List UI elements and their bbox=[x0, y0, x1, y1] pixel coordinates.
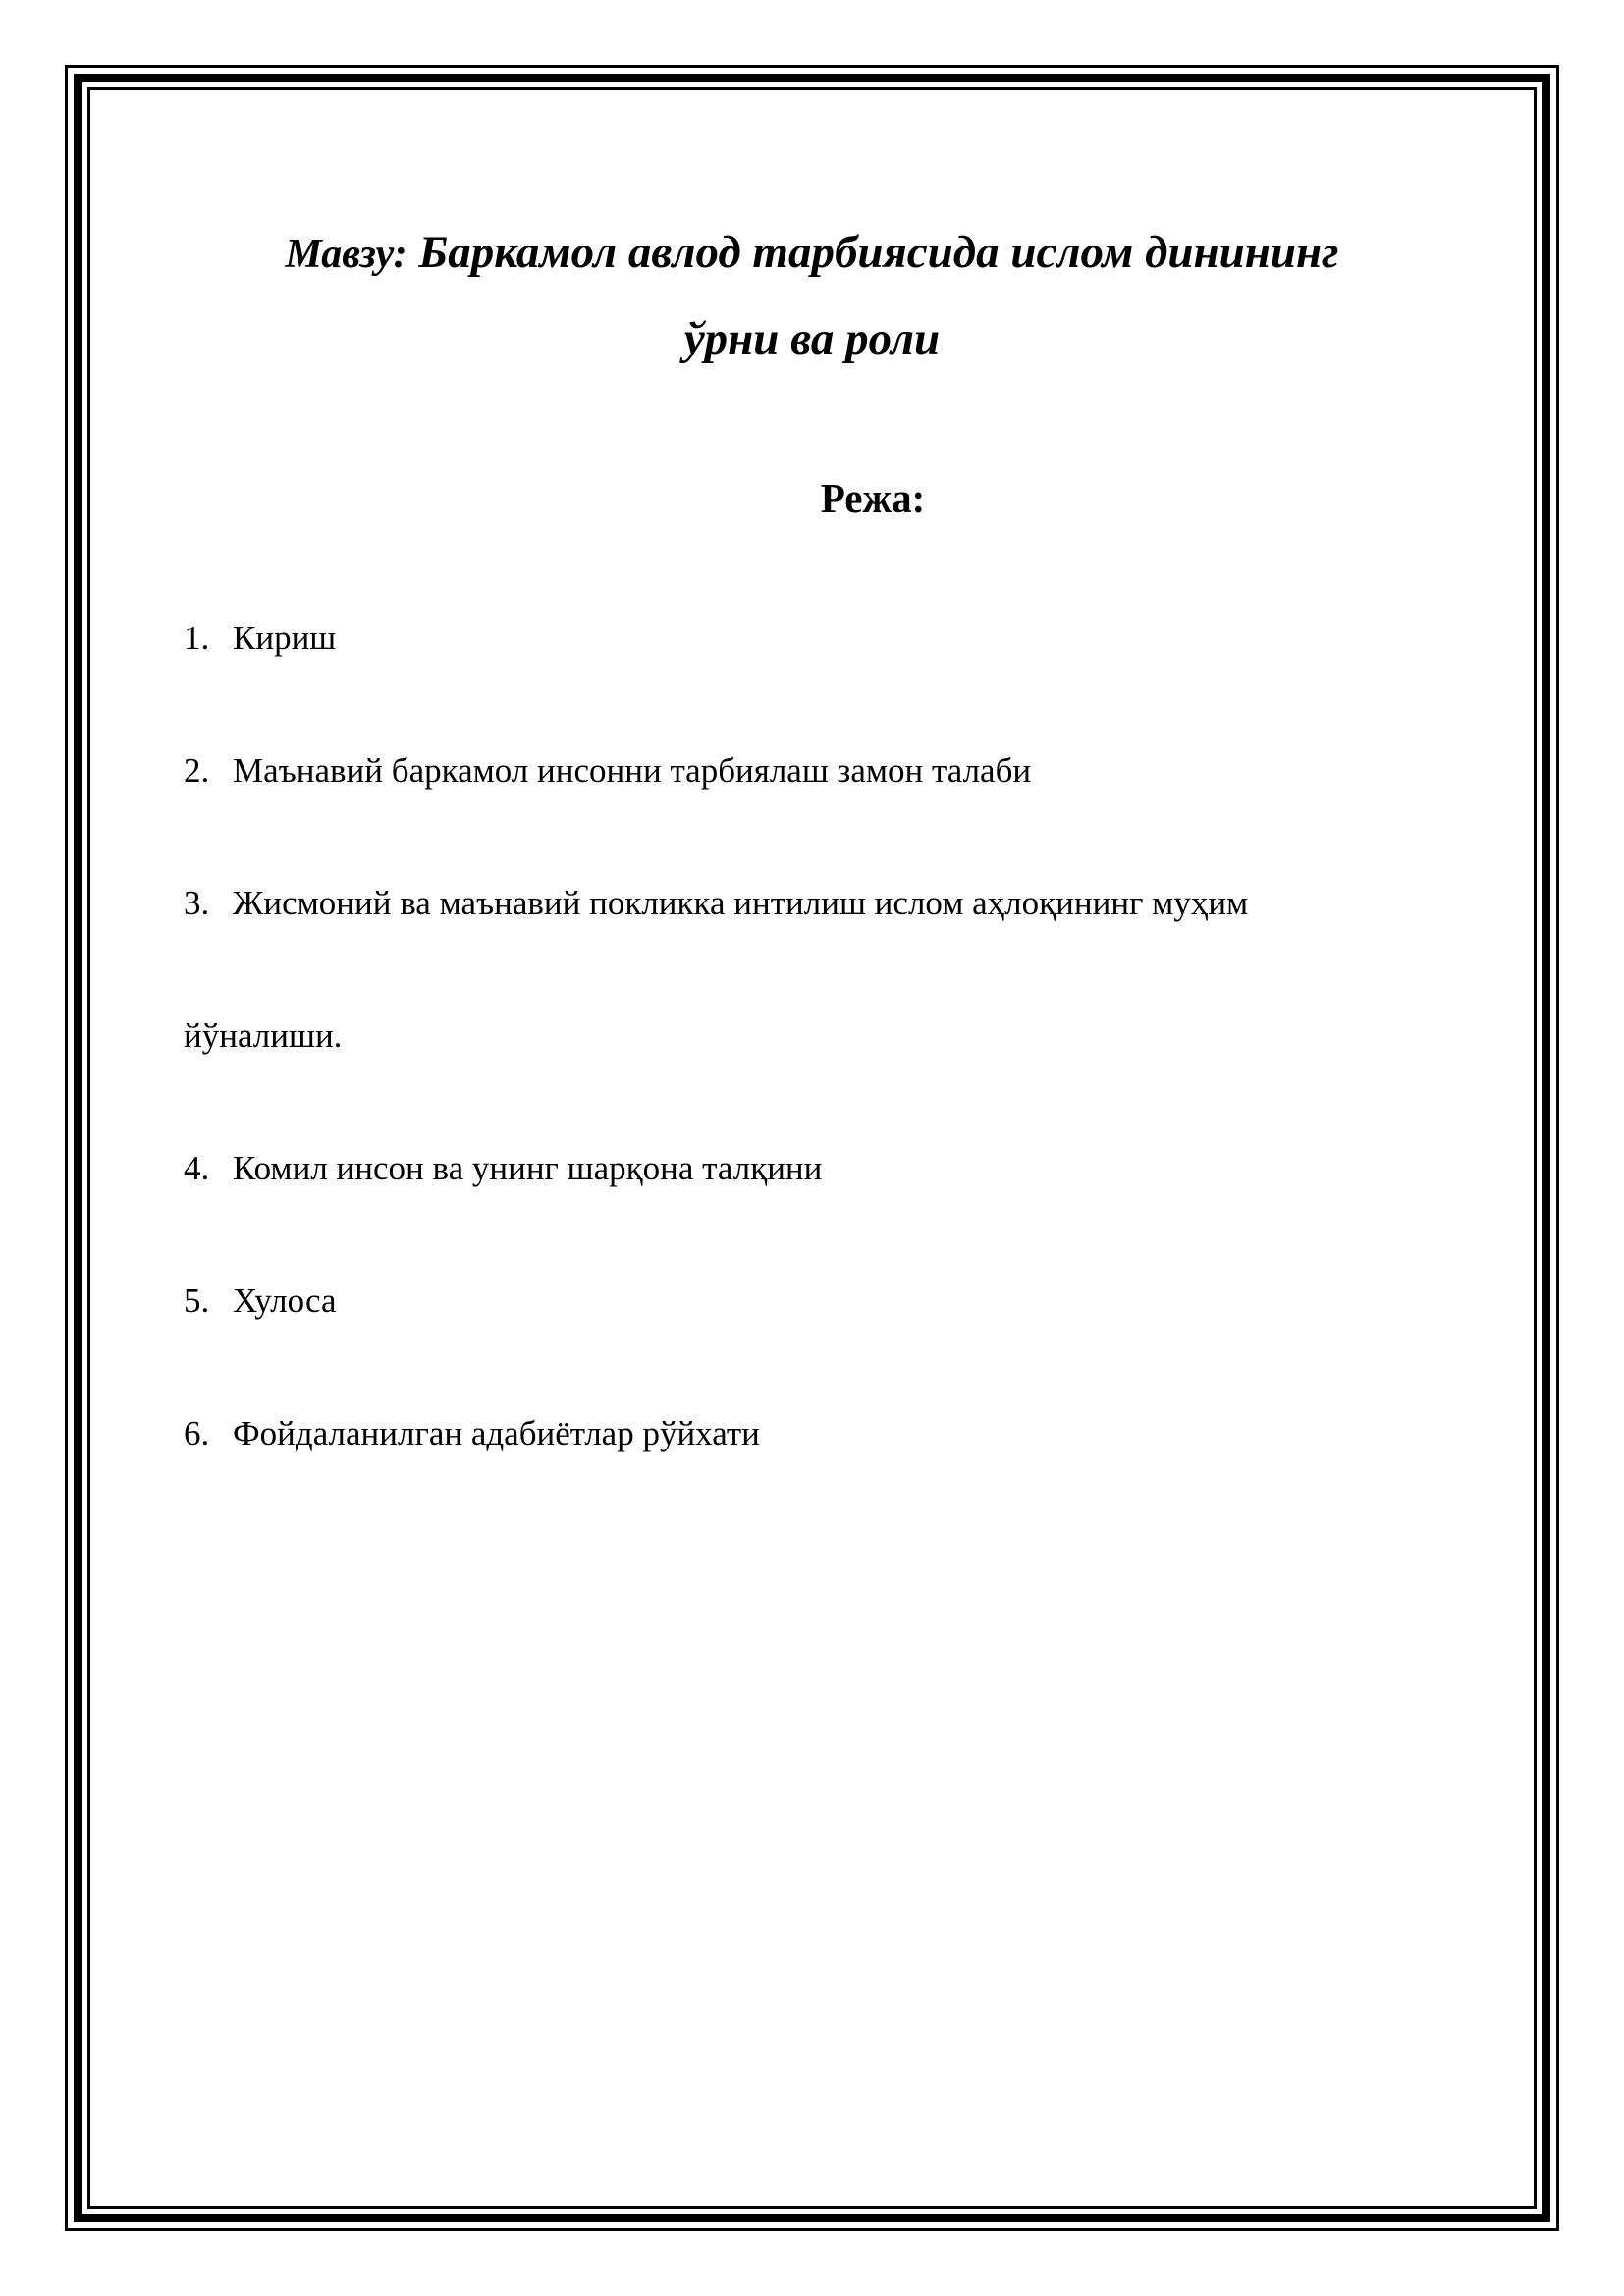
plan-item-3 bbox=[184, 884, 1248, 923]
plan-item-text: Хулоса bbox=[233, 1282, 337, 1320]
document-title-line-2: ўрни ва роли bbox=[683, 313, 941, 364]
plan-item-number: 5. bbox=[184, 1282, 210, 1320]
plan-item-number: 3. bbox=[184, 884, 210, 922]
title-prefix: Мавзу: bbox=[285, 232, 407, 277]
plan-item-number: 1. bbox=[184, 619, 210, 657]
plan-item-number: 6. bbox=[184, 1414, 210, 1452]
plan-item-2 bbox=[184, 751, 1031, 791]
plan-item-text: Жисмоний ва маънавий покликка интилиш ислом аҳлоқининг муҳим bbox=[233, 884, 1249, 922]
plan-item-1 bbox=[184, 619, 336, 658]
plan-item-text: Фойдаланилган адабиётлар рўйхати bbox=[233, 1414, 760, 1452]
plan-heading: Режа: bbox=[820, 475, 926, 520]
plan-item-text: Кириш bbox=[233, 619, 337, 657]
plan-item-number: 2. bbox=[184, 751, 210, 790]
plan-item-text: Комил инсон ва унинг шарқона талқини bbox=[233, 1149, 823, 1187]
plan-item-5 bbox=[184, 1282, 337, 1321]
plan-item-6 bbox=[184, 1414, 760, 1453]
plan-item-text: Маънавий баркамол инсонни тарбиялаш замон талаби bbox=[233, 751, 1032, 790]
title-text-line-1: Баркамол авлод тарбиясида ислом динининг bbox=[418, 227, 1339, 278]
plan-item-number: 4. bbox=[184, 1149, 210, 1187]
document-title-line-1 bbox=[90, 226, 1534, 279]
plan-item-4 bbox=[184, 1149, 822, 1188]
plan-item-3-continuation: йўналиши. bbox=[184, 1016, 343, 1055]
page-border-inner bbox=[87, 87, 1537, 2209]
